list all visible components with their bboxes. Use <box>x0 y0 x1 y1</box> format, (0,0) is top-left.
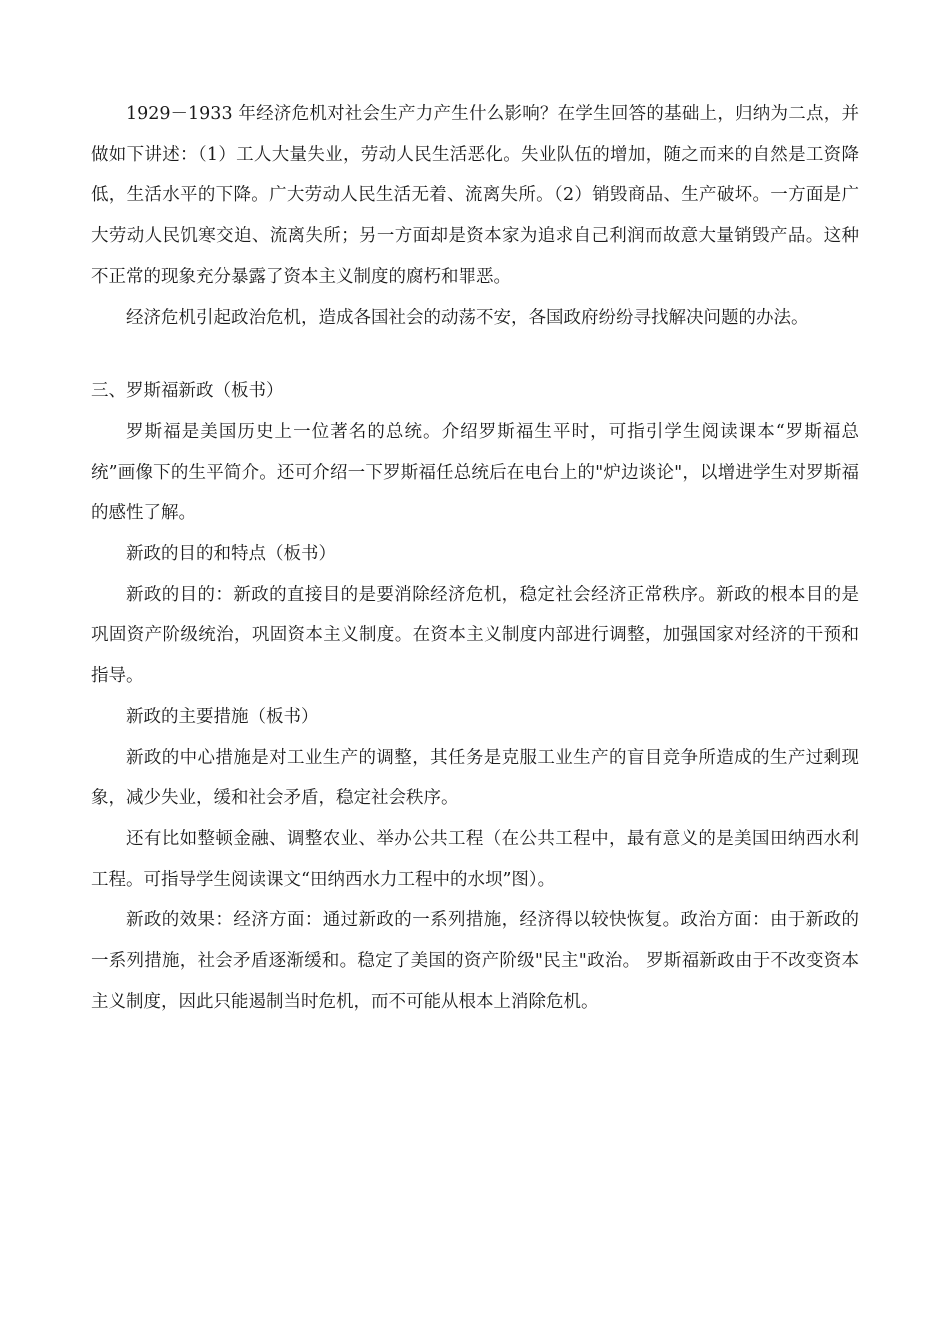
paragraph-crisis-impact: 1929－1933 年经济危机对社会生产力产生什么影响？在学生回答的基础上，归纳为二点，并做如下讲述：（1）工人大量失业，劳动人民生活恶化。失业队伍的增加，随之而来的自然是工资降低，生活水平的下降。广大劳动人民生活无着、流离失所。（2）销毁商品、生产破坏。一方面是广大劳动人民饥寒交迫、流离失所；另一方面却是资本家为追求自己利润而故意大量销毁产品。这种不正常的现象充分暴露了资本主义制度的腐朽和罪恶。 <box>91 104 859 287</box>
paragraph-measures-core: 新政的中心措施是对工业生产的调整，其任务是克服工业生产的盲目竞争所造成的生产过剩现象，减少失业，缓和社会矛盾，稳定社会秩序。 <box>91 747 859 809</box>
paragraph-roosevelt-intro: 罗斯福是美国历史上一位著名的总统。介绍罗斯福生平时，可指引学生阅读课本“罗斯福总统”画像下的生平简介。还可介绍一下罗斯福任总统后在电台上的"炉边谈论"，以增进学生对罗斯福的感性了解。 <box>91 421 859 524</box>
spacer <box>91 338 859 371</box>
section-heading: 三、罗斯福新政（板书） <box>91 381 284 402</box>
paragraph-effect: 新政的效果：经济方面：通过新政的一系列措施，经济得以较快恢复。政治方面：由于新政的一系列措施，社会矛盾逐渐缓和。稳定了美国的资产阶级"民主"政治。 罗斯福新政由于不改变资本主义制度，因此只能遏制当时危机，而不可能从根本上消除危机。 <box>91 910 859 1012</box>
paragraph-political-crisis: 经济危机引起政治危机，造成各国社会的动荡不安，各国政府纷纷寻找解决问题的办法。 <box>126 307 809 328</box>
subheading-purpose: 新政的目的和特点（板书） <box>126 544 336 565</box>
subheading-measures: 新政的主要措施（板书） <box>126 706 319 727</box>
document-page <box>91 94 859 1022</box>
paragraph-measures-other: 还有比如整顿金融、调整农业、举办公共工程（在公共工程中，最有意义的是美国田纳西水利工程。可指导学生阅读课文“田纳西水力工程中的水坝”图）。 <box>91 828 859 890</box>
paragraph-purpose: 新政的目的：新政的直接目的是要消除经济危机，稳定社会经济正常秩序。新政的根本目的是巩固资产阶级统治，巩固资本主义制度。在资本主义制度内部进行调整，加强国家对经济的干预和指导。 <box>91 584 859 687</box>
